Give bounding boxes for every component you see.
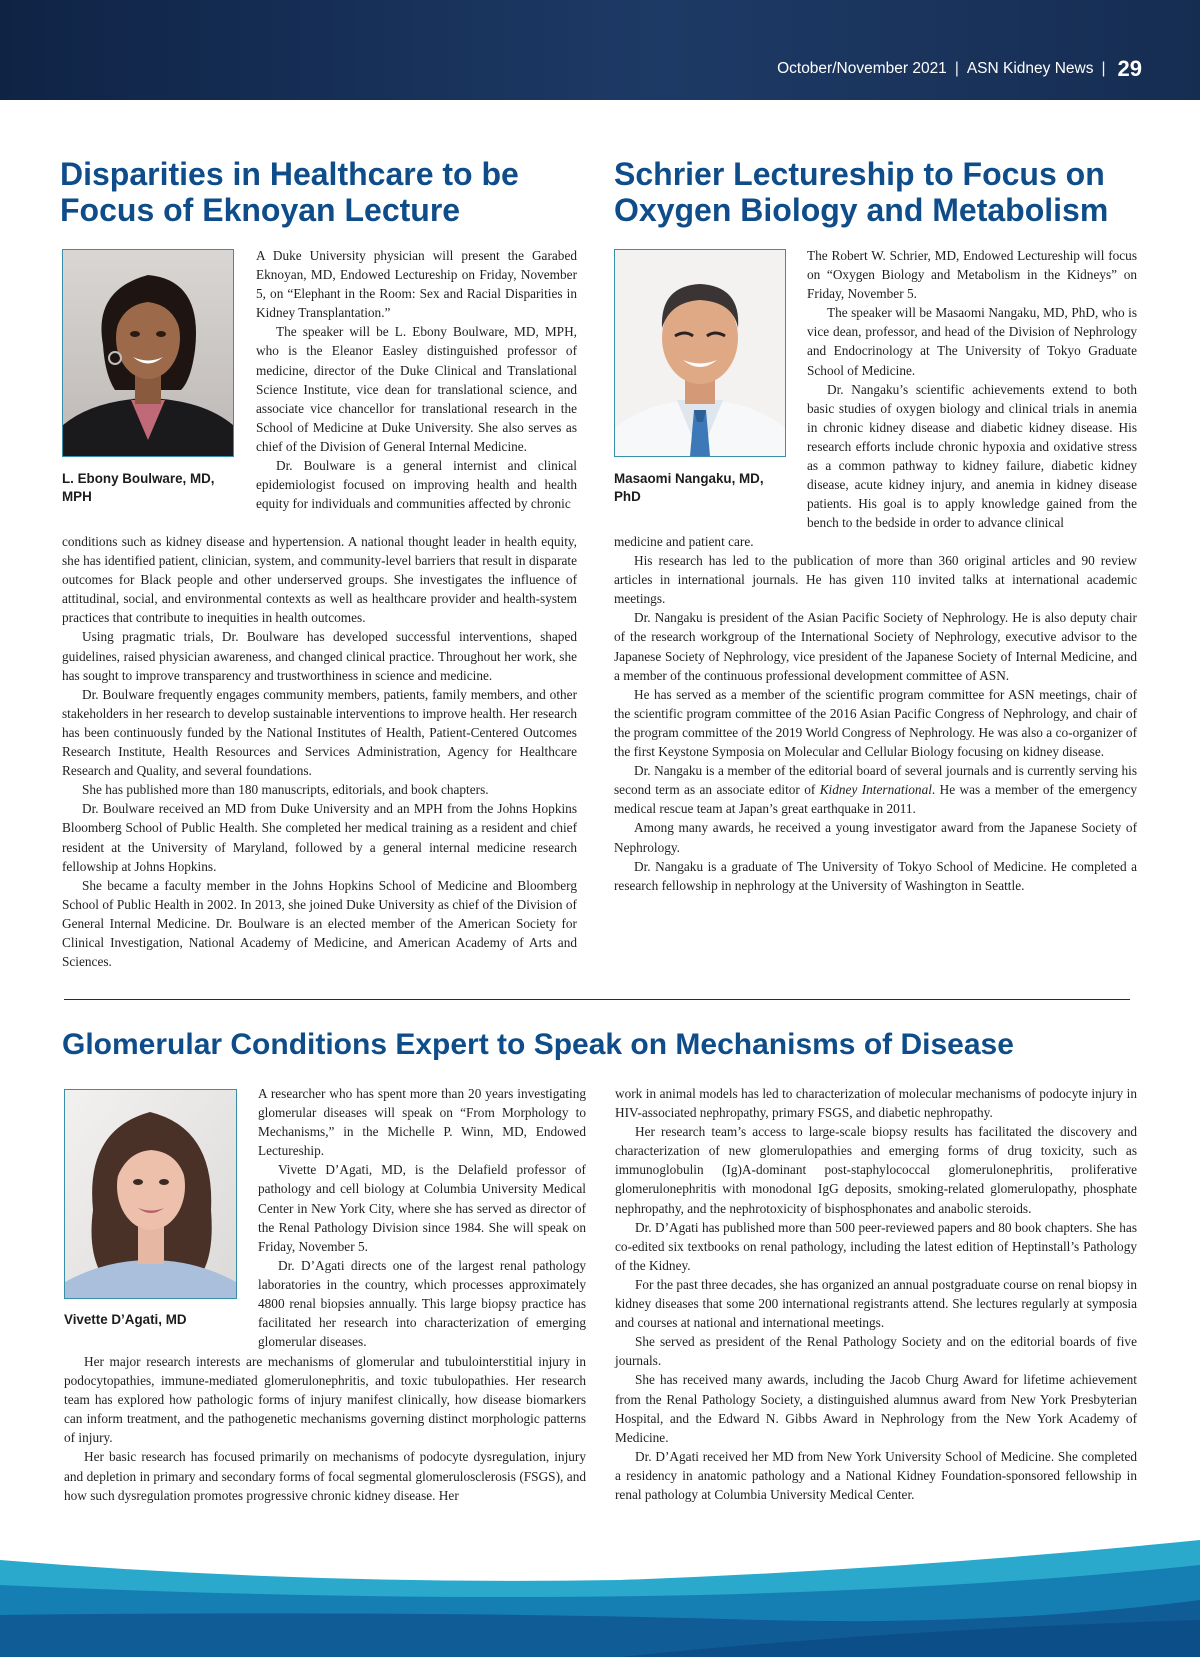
- left-article-body: [62, 532, 577, 971]
- paragraph-editorial: [614, 761, 1137, 818]
- boulware-caption: L. Ebony Boulware, MD, MPH: [62, 471, 215, 505]
- paragraph: Dr. Nangaku is a graduate of The University of Tokyo School of Medicine. He completed a research fellowship in nephrology at the University of Washington in Seattle.: [614, 858, 1137, 893]
- folio-separator: |: [954, 60, 959, 77]
- right-article-title: Schrier Lectureship to Focus on Oxygen Biology and Metabolism: [614, 156, 1109, 229]
- paragraph: medicine and patient care.: [614, 534, 754, 549]
- bottom-article-body-left: [64, 1352, 586, 1505]
- bottom-article-body-right: [615, 1084, 1137, 1504]
- paragraph: A researcher who has spent more than 20 years investigating glomerular diseases will speak on “From Morphology to Mechanisms,” in the Michelle P. Winn, MD, Endowed Lectureship.: [258, 1086, 586, 1159]
- right-article-wrap-text: [807, 246, 1137, 532]
- paragraph: Her research team’s access to large-scale biopsy results has facilitated the discovery and characterization of new glomerulopathies and emerging forms of drug toxicity, such as immunoglobulin (Ig)A-dominant post-staphylococcal glomerulonephritis, proliferative glomerulonephritis with monodonal IgG deposits, smoking-related glomerulopathy, phosphate nephropathy, and the nephrotoxicity of bisphosphonates and anabolic steroids.: [615, 1124, 1137, 1216]
- paragraph: Dr. Nangaku’s scientific achievements extend to both basic studies of oxygen biology and clinical trials in anemia in chronic kidney disease and diabetic kidney disease. His research efforts include chronic hypoxia and oxidative stress as a common pathway to kidney failure, diabetic kidney disease, acute kidney injury, and anemia in kidney disease patients. His goal is to apply knowledge gained from the bench to the bedside in order to advance clinical: [807, 381, 1137, 531]
- text-run: Dr. Nangaku is a member of the editorial board of several journals and is currently serving his second term as an associate editor of: [614, 763, 1137, 798]
- paragraph: Her major research interests are mechanisms of glomerular and tubulointerstitial injury in podocytopathies, immune-mediated glomerulonephritis, and toxic tubulopathies. Her research team has explored how pathologic forms of injury manifest clinically, how disease biomarkers can inform treatment, and the pathogenetic mechanisms governing distinct morphologic patterns of injury.: [64, 1354, 586, 1446]
- paragraph: Among many awards, he received a young investigator award from the Japanese Society of Nephrology.: [614, 820, 1137, 855]
- paragraph: Dr. D’Agati has published more than 500 peer-reviewed papers and 80 book chapters. She has co-edited six textbooks on renal pathology, including the latest edition of Heptinstall’s Pathology of the Kidney.: [615, 1219, 1137, 1273]
- section-divider: [64, 999, 1130, 1000]
- paragraph: Dr. D’Agati received her MD from New York University School of Medicine. She completed a residency in anatomic pathology and a National Kidney Foundation-sponsored fellowship in renal pathology at Columbia University Medical Center.: [615, 1448, 1137, 1502]
- paragraph: The speaker will be L. Ebony Boulware, MD, MPH, who is the Eleanor Easley distinguished professor of medicine, director of the Duke Clinical and Translational Science Institute, vice dean for translational science, and associate vice chancellor for translational research in the School of Medicine at Duke University. She also serves as chief of the Division of General Internal Medicine.: [256, 324, 577, 454]
- page-folio: [777, 56, 1142, 82]
- paragraph: Dr. D’Agati directs one of the largest renal pathology laboratories in the country, which processes approximately 4800 renal biopsies annually. This large biopsy practice has facilitated her research into characterization of emerging glomerular diseases.: [258, 1257, 586, 1350]
- issue-date: October/November 2021: [777, 60, 947, 77]
- paragraph: A Duke University physician will present the Garabed Eknoyan, MD, Endowed Lectureship on Friday, November 5, on “Elephant in the Room: Sex and Racial Disparities in Kidney Transplantation.”: [256, 248, 577, 321]
- paragraph: Her basic research has focused primarily on mechanisms of podocyte dysregulation, injury and depletion in primary and secondary forms of focal segmental glomerulosclerosis (FSGS), and how such dysregulation promotes progressive chronic kidney disease. Her: [64, 1449, 586, 1503]
- right-article-body: [614, 532, 1137, 895]
- left-article-title: Disparities in Healthcare to be Focus of Eknoyan Lecture: [60, 156, 519, 229]
- header-band: [0, 0, 1200, 100]
- paragraph: Dr. Boulware is a general internist and clinical epidemiologist focused on improving health and health equity for individuals and communities affected by chronic: [256, 458, 577, 512]
- paragraph: Dr. Nangaku is president of the Asian Pacific Society of Nephrology. He is also deputy chair of the research workgroup of the International Society of Nephrology, executive advisor to the Japanese Society of Nephrology, vice president of the Japanese Society of Internal Medicine, and a member of the continuous professional development committee of ASN.: [614, 610, 1137, 683]
- page-number: 29: [1117, 56, 1142, 81]
- nangaku-caption: Masaomi Nangaku, MD, PhD: [614, 471, 764, 505]
- paragraph: She became a faculty member in the Johns Hopkins School of Medicine and Bloomberg School of Public Health in 2002. In 2013, she joined Duke University as chief of the Division of General Internal Medicine. Dr. Boulware is an elected member of the American Society for Clinical Investigation, National Academy of Medicine, and American Academy of Arts and Sciences.: [62, 877, 577, 970]
- paragraph: For the past three decades, she has organized an annual postgraduate course on renal biopsy in kidney diseases that some 200 international registrants attend. She lectures regularly at symposia and courses at national and international meetings.: [615, 1276, 1137, 1331]
- text-run: . He was a member of the emergency medical rescue team at Japan’s great earthquake in 2011.: [614, 782, 1137, 817]
- paragraph: Vivette D’Agati, MD, is the Delafield professor of pathology and cell biology at Columbia University Medical Center in New York City, where she has served as director of the Renal Pathology Division since 1984. She will speak on Friday, November 5.: [258, 1162, 586, 1254]
- publication-name: ASN Kidney News: [966, 60, 1094, 77]
- paragraph: She has received many awards, including the Jacob Churg Award for lifetime achievement from the Renal Pathology Society, a distinguished alumnus award from New York Presbyterian Hospital, and the Edward N. Gibbs Award in Nephrology from the New York Academy of Medicine.: [615, 1372, 1137, 1445]
- bottom-article-wrap-text: [258, 1084, 586, 1351]
- paragraph: Dr. Boulware frequently engages community members, patients, family members, and other stakeholders in her research to develop sustainable interventions to improve health. Her research has been continuously funded by the National Institutes of Health, Patient-Centered Outcomes Research Institute, Health Resources and Services Administration, Agency for Healthcare Research and Quality, and several foundations.: [62, 686, 577, 779]
- footer-wave-decoration: [0, 1540, 1200, 1657]
- boulware-portrait: [62, 249, 234, 457]
- bottom-article-title: Glomerular Conditions Expert to Speak on Mechanisms of Disease: [62, 1028, 1014, 1061]
- paragraph: She served as president of the Renal Pathology Society and on the editorial boards of five journals.: [615, 1334, 1137, 1369]
- paragraph: The Robert W. Schrier, MD, Endowed Lectureship will focus on “Oxygen Biology and Metabolism in the Kidneys” on Friday, November 5.: [807, 248, 1137, 302]
- paragraph: The speaker will be Masaomi Nangaku, MD, PhD, who is vice dean, professor, and head of the Division of Nephrology and Endocrinology at The University of Tokyo Graduate School of Medicine.: [807, 305, 1137, 378]
- paragraph: work in animal models has led to characterization of molecular mechanisms of podocyte injury in HIV-associated nephropathy, primary FSGS, and diabetic nephropathy.: [615, 1086, 1137, 1121]
- left-article-wrap-text: [256, 246, 577, 513]
- dagati-portrait: [64, 1089, 237, 1299]
- folio-separator: |: [1101, 60, 1106, 77]
- paragraph: Dr. Boulware received an MD from Duke University and an MPH from the Johns Hopkins Bloomberg School of Public Health. She completed her medical training as a resident and chief resident at the University of Maryland, followed by a general internal medicine research fellowship at Johns Hopkins.: [62, 801, 577, 874]
- nangaku-portrait: [614, 249, 786, 457]
- paragraph: She has published more than 180 manuscripts, editorials, and book chapters.: [82, 782, 489, 798]
- dagati-caption: Vivette D’Agati, MD: [64, 1312, 187, 1327]
- paragraph: His research has led to the publication of more than 360 original articles and 90 review articles in international journals. He has given 110 invited talks at international academic meetings.: [614, 553, 1137, 607]
- journal-title: Kidney International: [819, 782, 932, 798]
- paragraph: Using pragmatic trials, Dr. Boulware has developed successful interventions, shaped guidelines, raised physician awareness, and changed clinical practice. Throughout her work, she has sought to improve transparency and trustworthiness in science and medicine.: [62, 629, 577, 683]
- paragraph: conditions such as kidney disease and hypertension. A national thought leader in health equity, she has identified patient, clinician, system, and community-level barriers that result in disparate outcomes for Black people and other underserved groups. She investigates the influence of attitudinal, social, and environmental contexts as well as healthcare provider and health-system practices that contribute to inequities in health outcomes.: [62, 534, 577, 626]
- paragraph: He has served as a member of the scientific program committee for ASN meetings, chair of the scientific program committee of the 2016 Asian Pacific Congress of Nephrology, and chair of the program committee of the 2019 World Congress of Nephrology. He was also a co-organizer of the first Keystone Symposia on Molecular and Cellular Biology focusing on kidney disease.: [614, 686, 1137, 760]
